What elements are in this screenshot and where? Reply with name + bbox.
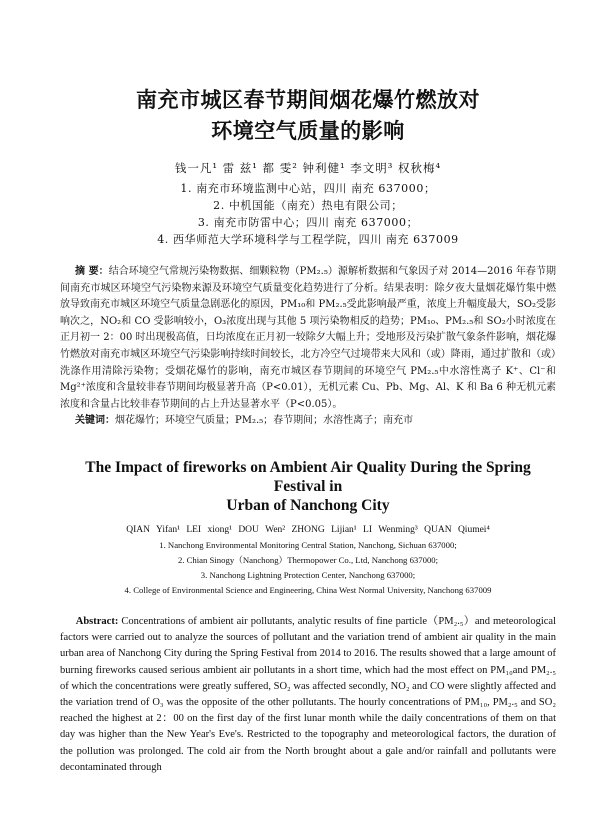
english-title-line-1: The Impact of fireworks on Ambient Air Quality During the Spring Festival in xyxy=(85,458,531,495)
english-title xyxy=(60,458,556,515)
chinese-affiliation-1: 1. 南充市环境监测中心站，四川 南充 637000； xyxy=(180,182,436,195)
english-affiliation-2: 2. Chian Sinogy（Nanchong）Thermopower Co., Ltd, Nanchong 637000; xyxy=(177,554,439,565)
english-affiliation-1: 1. Nanchong Environmental Monitoring Central Station, Nanchong, Sichuan 637000; xyxy=(159,539,457,550)
chinese-keywords xyxy=(60,413,556,430)
chinese-abstract xyxy=(60,264,556,413)
chinese-affiliations xyxy=(60,180,556,248)
chinese-affiliation-4: 4. 西华师范大学环境科学与工程学院，四川 南充 637009 xyxy=(157,233,459,246)
english-abstract xyxy=(60,614,556,776)
chinese-affiliation-3: 3. 南充市防雷中心；四川 南充 637000； xyxy=(197,216,419,229)
english-affiliation-3: 3. Nanchong Lightning Protection Center, Nanchong 637000; xyxy=(200,569,416,580)
chinese-abstract-text: 结合环境空气常规污染物数据、细颗粒物（PM₂.₅）源解析数据和气象因子对 2014—2016 年春节期间南充市城区环境空气污染物来源及环境空气质量变化趋势进行了分析。结果表明：除夕夜大量烟花爆竹集中燃放导致南充市城区环境空气质量急剧恶化的原因，PM₁₀和 PM₂.₅受此影响最严重，浓度上升幅度最大，SO₂受影响次之，NO₂和 CO 受影响较小，O₃浓度出现与其他 5 项污染物相反的趋势；PM₁₀、PM₂.₅和 SO₂小时浓度在正月初一 2：00 时出现极高值，日均浓度在正月初一较除夕大幅上升；受地形及污染扩散气象条件影响，烟花爆竹燃放对南充市城区环境空气污染影响持续时间较长，北方冷空气过境带来大风和（或）降雨，通过扩散和（或）洗涤作用清除污染物；受烟花爆竹的影响，南充市城区春节期间的环境空气 PM₂.₅中水溶性离子 K⁺、Cl⁻和 Mg²⁺浓度和含量较非春节期间均极显著升高（P<0.01），无机元素 Cu、Pb、Mg、Al、K 和 Ba 6 种无机元素浓度和含量占比较非春节期间的占上升达显著水平（P<0.05）。 xyxy=(60,266,556,410)
english-affiliations xyxy=(60,538,556,598)
english-abstract-text: Concentrations of ambient air pollutants, analytic results of fine particle（PM₂.₅）and meteorological factors were carried out to analyze the sources of pollutant and the variation trend of ambient air quality in the main urban area of Nanchong City during the Spring Festival from 2014 to 2016. The results showed that a large amount of burning fireworks caused serious ambient air pollutants in a short time, which had the most effect on PM₁₀and PM₂.₅ of which the concentrations were greatly suffered, SO₂ was affected secondly, NO₂ and CO were slightly affected and the variation trend of O₃ was the opposite of the other pollutants. The hourly concentrations of PM₁₀, PM₂.₅ and SO₂ reached the highest at 2：00 on the first day of the first lunar month while the daily concentrations of them on that day was higher than the New Year's Eve's. Restricted to the topography and meteorological factors, the duration of the pollution was prolonged. The cold air from the North brought about a gale and/or rainfall and pollutants were decontaminated through xyxy=(60,615,556,773)
chinese-abstract-label: 摘 要： xyxy=(75,266,109,277)
english-abstract-label: Abstract: xyxy=(75,615,119,627)
english-affiliation-4: 4. College of Environmental Science and Engineering, China West Normal University, Nanchong 637009 xyxy=(124,584,492,595)
chinese-keywords-label: 关键词： xyxy=(75,415,115,427)
paper-page xyxy=(0,84,600,829)
english-authors: QIAN Yifan¹ LEI xiong¹ DOU Wen² ZHONG Lijian¹ LI Wenming³ QUAN Qiumei⁴ xyxy=(126,524,490,535)
chinese-title-line-2: 环境空气质量的影响 xyxy=(211,118,405,143)
chinese-affiliation-2: 2. 中机国能（南充）热电有限公司； xyxy=(213,199,403,212)
chinese-keywords-text: 烟花爆竹；环境空气质量；PM₂.₅；春节期间；水溶性离子；南充市 xyxy=(115,415,414,427)
chinese-title-line-1: 南充市城区春节期间烟花爆竹燃放对 xyxy=(136,87,480,112)
english-title-line-2: Urban of Nanchong City xyxy=(226,496,390,514)
chinese-authors: 钱一凡¹ 雷 兹¹ 都 雯² 钟利健¹ 李文明³ 权秋梅⁴ xyxy=(174,161,442,175)
chinese-title xyxy=(60,84,556,146)
